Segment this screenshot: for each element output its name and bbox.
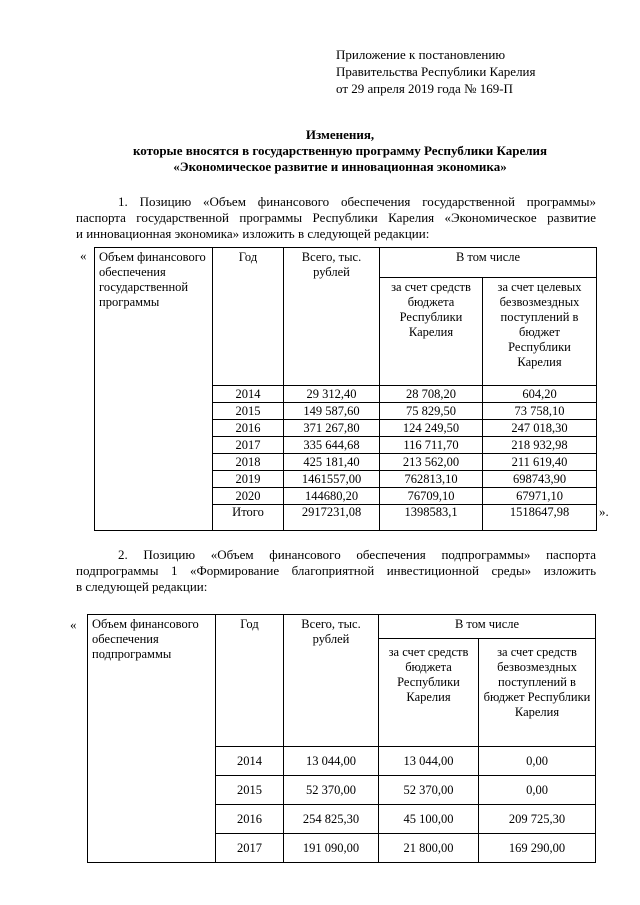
table-2-header-total: Всего, тыс. рублей bbox=[284, 615, 379, 747]
table-2-row-other: 0,00 bbox=[479, 776, 596, 805]
table-1-row-other: 698743,90 bbox=[483, 471, 597, 488]
table-2-label-continuation bbox=[88, 747, 216, 863]
table-1-row-year: 2015 bbox=[213, 403, 284, 420]
paragraph-1-line-1: 1. Позицию «Объем финансового обеспечения государственной программы» bbox=[118, 194, 596, 209]
table-1-row-year: 2016 bbox=[213, 420, 284, 437]
appendix-line-1: Приложение к постановлению bbox=[336, 47, 506, 62]
table-1-header-year: Год bbox=[213, 248, 284, 386]
appendix-line-3: от 29 апреля 2019 года № 169-П bbox=[336, 81, 513, 96]
paragraph-1-line-2: паспорта государственной программы Республики Карелия «Экономическое развитие bbox=[76, 210, 596, 225]
table-1-row-year: 2014 bbox=[213, 386, 284, 403]
table-1-header-other: за счет целевых безвозмездных поступлений в бюджет Республики Карелия bbox=[483, 278, 597, 386]
table-1-total-total: 2917231,08 bbox=[284, 505, 380, 531]
table-2-row-other: 0,00 bbox=[479, 747, 596, 776]
table-1-header-including: В том числе bbox=[380, 248, 597, 278]
table-2-row-year: 2016 bbox=[216, 805, 284, 834]
table-2-row-total: 13 044,00 bbox=[284, 747, 379, 776]
table-1-row-year: 2020 bbox=[213, 488, 284, 505]
table-1-row-budget: 124 249,50 bbox=[380, 420, 483, 437]
table-1-row-total: 144680,20 bbox=[284, 488, 380, 505]
table-2-open-quote: « bbox=[70, 617, 77, 632]
table-2-row-other: 209 725,30 bbox=[479, 805, 596, 834]
table-1-row-budget: 76709,10 bbox=[380, 488, 483, 505]
table-1-row-total: 29 312,40 bbox=[284, 386, 380, 403]
table-1-label: Объем финансового обеспечения государственной программы bbox=[95, 248, 213, 386]
table-1-row-other: 604,20 bbox=[483, 386, 597, 403]
paragraph-2-line-2: подпрограммы 1 «Формирование благоприятной инвестиционной среды» изложить bbox=[76, 563, 596, 578]
table-2-row-budget: 21 800,00 bbox=[379, 834, 479, 863]
table-1-row-total: 1461557,00 bbox=[284, 471, 380, 488]
table-1-close-quote: ». bbox=[599, 504, 609, 519]
table-2-header-other: за счет средств безвозмездных поступлений в бюджет Республики Карелия bbox=[479, 639, 596, 747]
table-1-total-other: 1518647,98 bbox=[483, 505, 597, 531]
paragraph-1-line-3: и инновационная экономика» изложить в следующей редакции: bbox=[76, 226, 430, 241]
table-1-row-other: 218 932,98 bbox=[483, 437, 597, 454]
table-2-header-including: В том числе bbox=[379, 615, 596, 639]
table-1-row-budget: 75 829,50 bbox=[380, 403, 483, 420]
table-2-row-budget: 45 100,00 bbox=[379, 805, 479, 834]
paragraph-2 bbox=[76, 547, 596, 595]
table-1-label-continuation bbox=[95, 386, 213, 531]
table-2-row-year: 2014 bbox=[216, 747, 284, 776]
table-1-open-quote: « bbox=[80, 248, 87, 263]
table-1-row-total: 335 644,68 bbox=[284, 437, 380, 454]
table-1-row-other: 247 018,30 bbox=[483, 420, 597, 437]
table-2-header-budget: за счет средств бюджета Республики Карелия bbox=[379, 639, 479, 747]
appendix-line-2: Правительства Республики Карелия bbox=[336, 64, 536, 79]
paragraph-2-line-3: в следующей редакции: bbox=[76, 579, 208, 594]
table-2-row-total: 254 825,30 bbox=[284, 805, 379, 834]
table-1-total-budget: 1398583,1 bbox=[380, 505, 483, 531]
table-1-row-total: 371 267,80 bbox=[284, 420, 380, 437]
table-1-row-budget: 116 711,70 bbox=[380, 437, 483, 454]
table-1-row-other: 73 758,10 bbox=[483, 403, 597, 420]
table-1-row-budget: 213 562,00 bbox=[380, 454, 483, 471]
table-1-row-year: 2018 bbox=[213, 454, 284, 471]
table-2-row-year: 2017 bbox=[216, 834, 284, 863]
appendix-block bbox=[336, 46, 536, 97]
table-1 bbox=[94, 247, 597, 531]
table-2-row-other: 169 290,00 bbox=[479, 834, 596, 863]
table-2-row-budget: 52 370,00 bbox=[379, 776, 479, 805]
heading-line-1: Изменения, bbox=[305, 127, 375, 142]
document-heading bbox=[60, 127, 620, 175]
table-2-header-year: Год bbox=[216, 615, 284, 747]
table-1-row-total: 425 181,40 bbox=[284, 454, 380, 471]
table-1-total-year: Итого bbox=[213, 505, 284, 531]
table-1-header-budget: за счет средств бюджета Республики Карелия bbox=[380, 278, 483, 386]
table-1-row-other: 67971,10 bbox=[483, 488, 597, 505]
table-2 bbox=[87, 614, 596, 863]
table-2-row-total: 52 370,00 bbox=[284, 776, 379, 805]
table-2-row-budget: 13 044,00 bbox=[379, 747, 479, 776]
table-2-row-year: 2015 bbox=[216, 776, 284, 805]
table-1-row-budget: 28 708,20 bbox=[380, 386, 483, 403]
table-1-row-other: 211 619,40 bbox=[483, 454, 597, 471]
table-1-row-budget: 762813,10 bbox=[380, 471, 483, 488]
paragraph-2-line-1: 2. Позицию «Объем финансового обеспечения подпрограммы» паспорта bbox=[118, 547, 596, 562]
table-2-row-total: 191 090,00 bbox=[284, 834, 379, 863]
paragraph-1 bbox=[76, 194, 596, 242]
table-1-row-year: 2017 bbox=[213, 437, 284, 454]
heading-line-3: «Экономическое развитие и инновационная экономика» bbox=[173, 159, 507, 174]
heading-line-2: которые вносятся в государственную программу Республики Карелия bbox=[132, 143, 548, 158]
table-2-label: Объем финансового обеспечения подпрограммы bbox=[88, 615, 216, 747]
table-1-row-year: 2019 bbox=[213, 471, 284, 488]
table-1-row-total: 149 587,60 bbox=[284, 403, 380, 420]
table-1-header-total: Всего, тыс. рублей bbox=[284, 248, 380, 386]
